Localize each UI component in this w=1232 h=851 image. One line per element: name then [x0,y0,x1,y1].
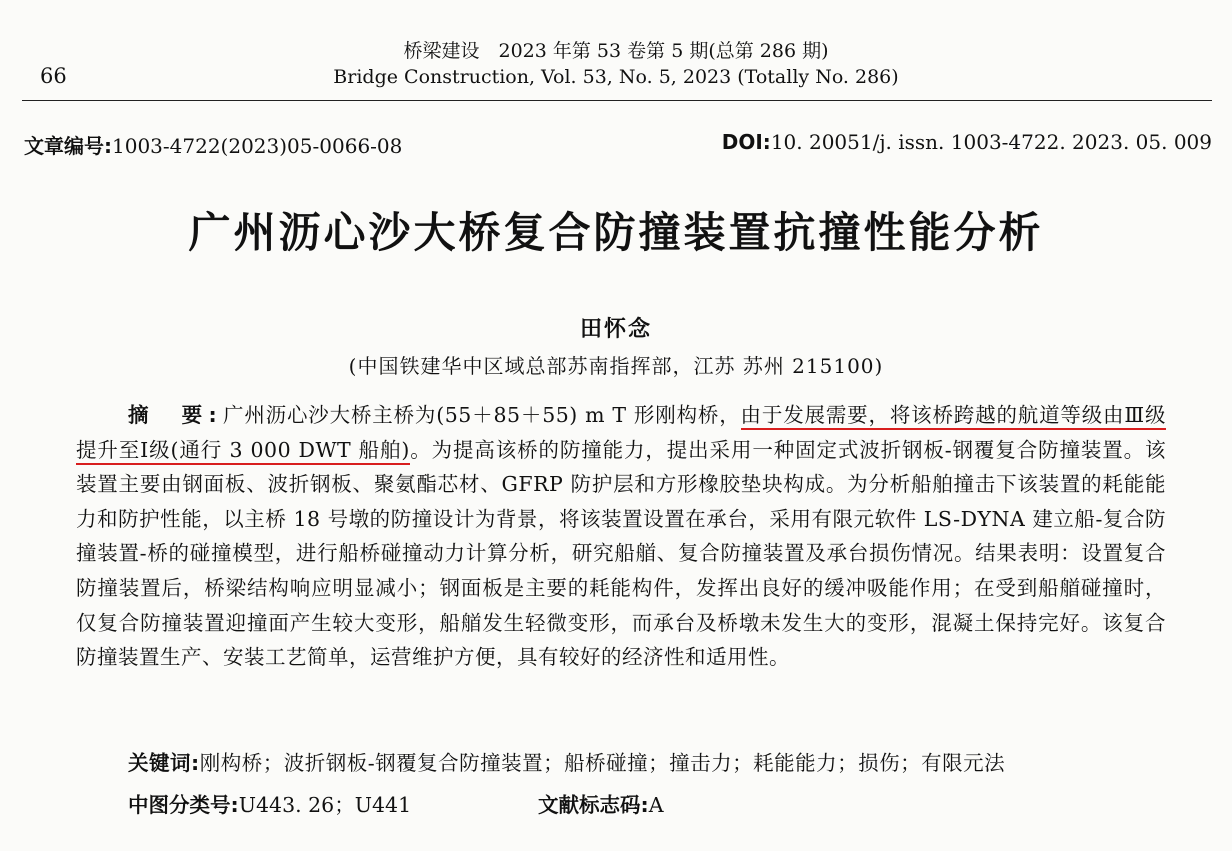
abstract-highlight: 由于发展需要，将该桥跨越的航道等级由Ⅲ级提升至Ⅰ级(通行 3 000 DWT 船舶) [76,403,1166,465]
keywords-text: 刚构桥；波折钢板-钢覆复合防撞装置；船桥碰撞；撞击力；耗能能力；损伤；有限元法 [199,751,1006,775]
article-number-label: 文章编号: [24,134,112,158]
keywords-label: 关键词: [128,751,200,775]
page-number: 66 [40,64,67,88]
doi-value: 10. 20051/j. issn. 1003-4722. 2023. 05. 009 [770,130,1212,154]
abstract-text-rest: 。为提高该桥的防撞能力，提出采用一种固定式波折钢板-钢覆复合防撞装置。该装置主要由钢面板、波折钢板、聚氨酯芯材、GFRP 防护层和方形橡胶垫块构成。为分析船舶撞击下该装置的耗能能力和防护性能，以主桥 18 号墩的防撞设计为背景，将该装置设置在承台，采用有限元软件 LS-DYNA 建立船-复合防撞装置-桥的碰撞模型，进行船桥碰撞动力计算分析，研究船艏、复合防撞装置及承台损伤情况。结果表明：设置复合防撞装置后，桥梁结构响应明显减小；钢面板是主要的耗能构件，发挥出良好的缓冲吸能作用；在受到船艏碰撞时，仅复合防撞装置迎撞面产生较大变形，船艏发生轻微变形，而承台及桥墩未发生大的变形，混凝土保持完好。该复合防撞装置生产、安装工艺简单，运营维护方便，具有较好的经济性和适用性。 [76,437,1166,670]
author-affiliation: (中国铁建华中区域总部苏南指挥部，江苏 苏州 215100) [348,354,884,378]
doi [722,130,1212,154]
document-code-value: A [648,793,664,817]
journal-header-chinese: 桥梁建设 2023 年第 53 卷第 5 期(总第 286 期) [403,40,829,62]
clc-value: U443. 26；U441 [238,793,412,817]
abstract [76,398,1166,675]
keywords [128,746,1188,776]
author-name: 田怀念 [579,317,652,342]
paper-title: 广州沥心沙大桥复合防撞装置抗撞性能分析 [188,208,1044,257]
classification-row [128,788,1188,818]
header-rule [22,100,1212,101]
abstract-text-start: 广州沥心沙大桥主桥为(55＋85＋55) m T 形刚构桥， [222,403,741,427]
doi-label: DOI: [721,130,771,154]
article-number [24,130,402,159]
clc-label: 中图分类号: [128,793,239,817]
article-number-value: 1003-4722(2023)05-0066-08 [112,134,403,158]
abstract-label: 摘 要: [128,403,223,427]
document-code [538,788,664,818]
document-code-label: 文献标志码: [538,793,649,817]
journal-header-english: Bridge Construction, Vol. 53, No. 5, 2023 (Totally No. 286) [333,66,899,88]
page-header [0,0,1232,108]
